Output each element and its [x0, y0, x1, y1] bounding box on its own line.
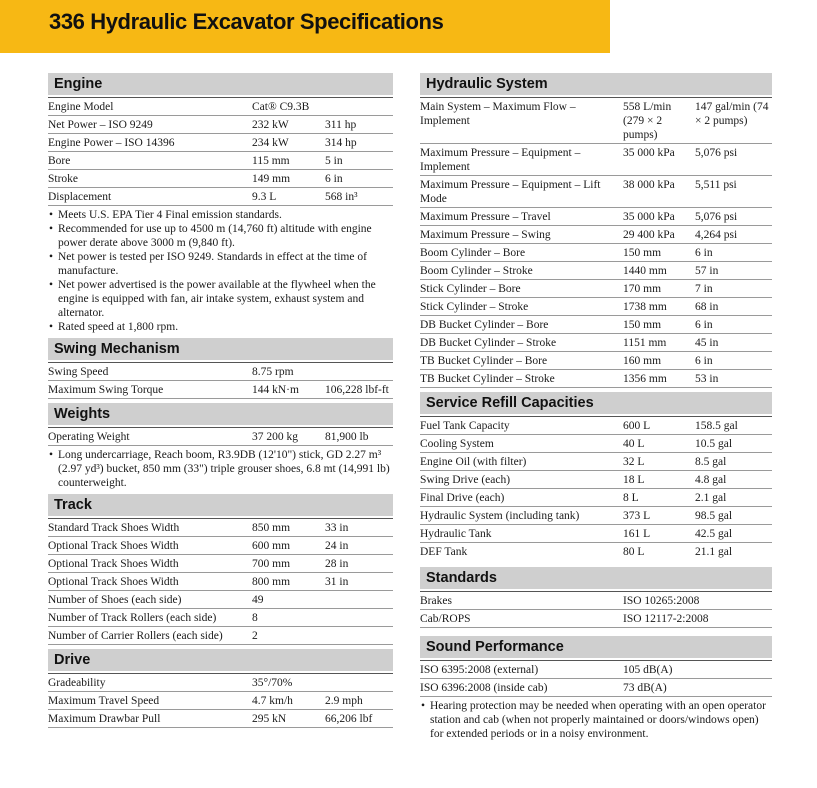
table-row: Maximum Travel Speed 4.7 km/h 2.9 mph [48, 692, 393, 710]
table-row: Standard Track Shoes Width 850 mm 33 in [48, 519, 393, 537]
sound-heading: Sound Performance [420, 636, 772, 658]
table-row: ISO 6396:2008 (inside cab) 73 dB(A) [420, 679, 772, 697]
table-row: DB Bucket Cylinder – Stroke 1151 mm 45 in [420, 334, 772, 352]
table-row: Hydraulic System (including tank) 373 L 98.5 gal [420, 507, 772, 525]
swing-table [48, 363, 393, 399]
title-banner [0, 0, 610, 53]
table-row: Hydraulic Tank 161 L 42.5 gal [420, 525, 772, 543]
right-column [420, 73, 772, 741]
hydraulic-section [420, 73, 772, 388]
list-item: • Rated speed at 1,800 rpm. [58, 320, 393, 334]
drive-heading: Drive [48, 649, 393, 671]
table-row: Cooling System 40 L 10.5 gal [420, 435, 772, 453]
table-row: Engine Model Cat® C9.3B [48, 98, 393, 116]
engine-section [48, 73, 393, 334]
hydraulic-table [420, 98, 772, 388]
table-row: DB Bucket Cylinder – Bore 150 mm 6 in [420, 316, 772, 334]
table-row: TB Bucket Cylinder – Bore 160 mm 6 in [420, 352, 772, 370]
table-row: Maximum Pressure – Equipment – Lift Mode 38 000 kPa 5,511 psi [420, 176, 772, 208]
engine-heading: Engine [48, 73, 393, 95]
table-row: Final Drive (each) 8 L 2.1 gal [420, 489, 772, 507]
list-item: • Hearing protection may be needed when operating with an open operator station and cab (when not properly maintained or doors/windows open) for extended periods or in a noisy environment. [430, 699, 772, 741]
weights-notes [48, 448, 393, 490]
table-row: Number of Shoes (each side) 49 [48, 591, 393, 609]
table-row: Maximum Drawbar Pull 295 kN 66,206 lbf [48, 710, 393, 728]
table-row: Bore 115 mm 5 in [48, 152, 393, 170]
engine-notes [48, 208, 393, 334]
table-row: Fuel Tank Capacity 600 L 158.5 gal [420, 417, 772, 435]
table-row: Maximum Swing Torque 144 kN·m 106,228 lbf-ft [48, 381, 393, 399]
standards-heading: Standards [420, 567, 772, 589]
table-row: Optional Track Shoes Width 800 mm 31 in [48, 573, 393, 591]
refill-heading: Service Refill Capacities [420, 392, 772, 414]
track-table [48, 519, 393, 645]
list-item: • Recommended for use up to 4500 m (14,760 ft) altitude with engine power derate above 3000 m (9,840 ft). [58, 222, 393, 250]
track-heading: Track [48, 494, 393, 516]
table-row: Stick Cylinder – Stroke 1738 mm 68 in [420, 298, 772, 316]
refill-section [420, 392, 772, 559]
drive-section [48, 649, 393, 728]
list-item: • Long undercarriage, Reach boom, R3.9DB (12'10") stick, GD 2.27 m³ (2.97 yd³) bucket, 850 mm (33") triple grouser shoes, 6.8 mt (14,991 lb) counterweight. [58, 448, 393, 490]
table-row: Maximum Pressure – Equipment – Implement 35 000 kPa 5,076 psi [420, 144, 772, 176]
list-item: • Net power is tested per ISO 9249. Standards in effect at the time of manufacture. [58, 250, 393, 278]
table-row: Net Power – ISO 9249 232 kW 311 hp [48, 116, 393, 134]
swing-heading: Swing Mechanism [48, 338, 393, 360]
table-row: TB Bucket Cylinder – Stroke 1356 mm 53 in [420, 370, 772, 388]
page-title: 336 Hydraulic Excavator Specifications [49, 9, 444, 34]
table-row: Stick Cylinder – Bore 170 mm 7 in [420, 280, 772, 298]
table-row: Cab/ROPS ISO 12117-2:2008 [420, 610, 772, 628]
table-row: Engine Power – ISO 14396 234 kW 314 hp [48, 134, 393, 152]
weights-heading: Weights [48, 403, 393, 425]
table-row: Number of Carrier Rollers (each side) 2 [48, 627, 393, 645]
table-row: Stroke 149 mm 6 in [48, 170, 393, 188]
track-section [48, 494, 393, 645]
table-row: Number of Track Rollers (each side) 8 [48, 609, 393, 627]
table-row: ISO 6395:2008 (external) 105 dB(A) [420, 661, 772, 679]
weights-table [48, 428, 393, 446]
table-row: Displacement 9.3 L 568 in³ [48, 188, 393, 206]
weights-section [48, 403, 393, 490]
list-item: • Meets U.S. EPA Tier 4 Final emission standards. [58, 208, 393, 222]
table-row: Main System – Maximum Flow – Implement 558 L/min (279 × 2 pumps) 147 gal/min (74 × 2 pumps) [420, 98, 772, 144]
table-row: Swing Drive (each) 18 L 4.8 gal [420, 471, 772, 489]
table-row: Maximum Pressure – Swing 29 400 kPa 4,264 psi [420, 226, 772, 244]
table-row: DEF Tank 80 L 21.1 gal [420, 546, 733, 558]
standards-table [420, 592, 772, 628]
table-row: Engine Oil (with filter) 32 L 8.5 gal [420, 453, 772, 471]
sound-table [420, 661, 772, 697]
table-row: Optional Track Shoes Width 700 mm 28 in [48, 555, 393, 573]
standards-section [420, 567, 772, 628]
table-row: Swing Speed 8.75 rpm [48, 363, 393, 381]
left-column [48, 73, 393, 728]
table-row: Optional Track Shoes Width 600 mm 24 in [48, 537, 393, 555]
table-row: Brakes ISO 10265:2008 [420, 592, 772, 610]
refill-table [420, 417, 772, 559]
table-row: Boom Cylinder – Stroke 1440 mm 57 in [420, 262, 772, 280]
table-row: Gradeability 35°/70% [48, 674, 393, 692]
drive-table [48, 674, 393, 728]
swing-section [48, 338, 393, 399]
hydraulic-heading: Hydraulic System [420, 73, 772, 95]
list-item: • Net power advertised is the power available at the flywheel when the engine is equipped with fan, air intake system, exhaust system and alternator. [58, 278, 393, 320]
table-row: Maximum Pressure – Travel 35 000 kPa 5,076 psi [420, 208, 772, 226]
sound-notes [420, 699, 772, 741]
table-row: Boom Cylinder – Bore 150 mm 6 in [420, 244, 772, 262]
sound-section [420, 636, 772, 741]
table-row: Operating Weight 37 200 kg 81,900 lb [48, 428, 393, 446]
engine-table [48, 98, 393, 206]
